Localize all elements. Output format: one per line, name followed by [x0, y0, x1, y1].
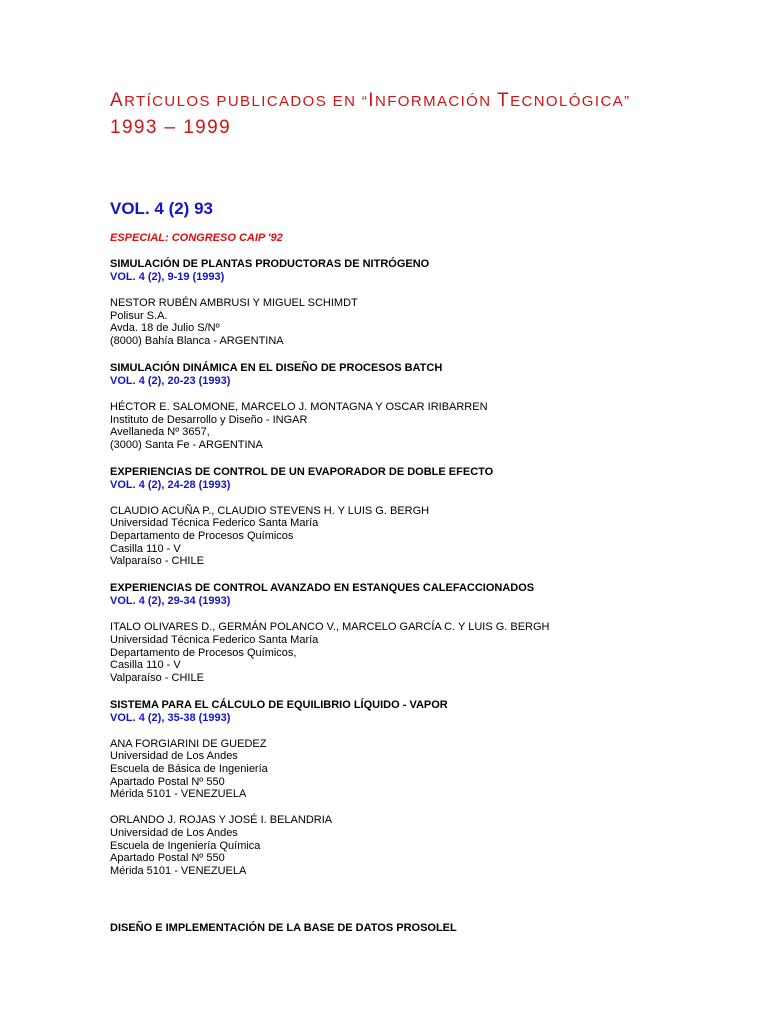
- article-reference: VOL. 4 (2), 20-23 (1993): [110, 374, 231, 387]
- article-entry: [110, 466, 730, 569]
- article-title: SISTEMA PARA EL CÁLCULO DE EQUILIBRIO LÍQUIDO - VAPOR: [110, 698, 448, 711]
- affiliation-line: Avda. 18 de Julio S/Nº: [110, 322, 220, 335]
- article-entry: [110, 258, 730, 348]
- title-part: A: [110, 90, 125, 111]
- affiliation-line: Apartado Postal Nº 550: [110, 852, 225, 865]
- author-affiliation-block: [110, 621, 730, 685]
- affiliation-line: Instituto de Desarrollo y Diseño - INGAR: [110, 413, 308, 426]
- title-part: RTÍCULOS PUBLICADOS EN “: [124, 93, 369, 110]
- affiliation-line: Mérida 5101 - VENEZUELA: [110, 788, 247, 801]
- author-names: HÉCTOR E. SALOMONE, MARCELO J. MONTAGNA Y OSCAR IRIBARREN: [110, 400, 488, 413]
- affiliation-line: Mérida 5101 - VENEZUELA: [110, 864, 247, 877]
- article-title: SIMULACIÓN DE PLANTAS PRODUCTORAS DE NITRÓGENO: [110, 258, 430, 270]
- article-entry: [110, 699, 730, 878]
- article-entry: [110, 582, 730, 685]
- author-affiliation-block: [110, 738, 730, 802]
- author-names: NESTOR RUBÉN AMBRUSI Y MIGUEL SCHIMDT: [110, 297, 358, 309]
- article-title: SIMULACIÓN DINÁMICA EN EL DISEÑO DE PROCESOS BATCH: [110, 361, 443, 374]
- title-line-1: [110, 88, 730, 115]
- affiliation-line: Departamento de Procesos Químicos,: [110, 646, 297, 659]
- affiliation-line: Valparaíso - CHILE: [110, 555, 204, 568]
- article-title: EXPERIENCIAS DE CONTROL AVANZADO EN ESTANQUES CALEFACCIONADOS: [110, 582, 535, 595]
- articles-list: [110, 258, 730, 935]
- author-affiliation-block: [110, 814, 730, 878]
- author-names: CLAUDIO ACUÑA P., CLAUDIO STEVENS H. Y LUIS G. BERGH: [110, 504, 430, 517]
- article-entry: [110, 362, 730, 452]
- author-affiliation-block: [110, 505, 730, 569]
- title-part: NFORMACIÓN: [374, 93, 498, 110]
- affiliation-line: Casilla 110 - V: [110, 542, 181, 555]
- affiliation-line: Valparaíso - CHILE: [110, 671, 204, 684]
- title-line-2: 1993 – 1999: [110, 117, 232, 138]
- article-reference: VOL. 4 (2), 24-28 (1993): [110, 478, 231, 491]
- volume-heading: VOL. 4 (2) 93: [110, 199, 213, 218]
- affiliation-line: Apartado Postal Nº 550: [110, 775, 225, 788]
- affiliation-line: Escuela de Ingeniería Química: [110, 839, 261, 852]
- author-names: ORLANDO J. ROJAS Y JOSÉ I. BELANDRIA: [110, 814, 333, 827]
- author-names: ANA FORGIARINI DE GUEDEZ: [110, 737, 267, 750]
- affiliation-line: Departamento de Procesos Químicos: [110, 530, 294, 543]
- title-part: T: [497, 90, 511, 111]
- affiliation-line: Universidad de Los Andes: [110, 750, 238, 763]
- article-reference: VOL. 4 (2), 9-19 (1993): [110, 271, 225, 283]
- author-affiliation-block: [110, 401, 730, 452]
- affiliation-line: Casilla 110 - V: [110, 659, 181, 672]
- affiliation-line: Polisur S.A.: [110, 309, 168, 322]
- affiliation-line: Universidad de Los Andes: [110, 826, 238, 839]
- affiliation-line: (3000) Santa Fe - ARGENTINA: [110, 438, 263, 451]
- article-title: DISEÑO E IMPLEMENTACIÓN DE LA BASE DE DATOS PROSOLEL: [110, 921, 457, 934]
- special-subheading: ESPECIAL: CONGRESO CAIP '92: [110, 232, 283, 244]
- title-part: I: [368, 90, 375, 111]
- article-reference: VOL. 4 (2), 29-34 (1993): [110, 595, 231, 608]
- author-affiliation-block: [110, 297, 730, 348]
- author-names: ITALO OLIVARES D., GERMÁN POLANCO V., MARCELO GARCÍA C. Y LUIS G. BERGH: [110, 621, 550, 634]
- article-entry: [110, 922, 730, 935]
- document-title: [110, 88, 730, 141]
- title-part: ECNOLÓGICA”: [510, 93, 631, 110]
- article-reference: VOL. 4 (2), 35-38 (1993): [110, 711, 231, 724]
- affiliation-line: (8000) Bahía Blanca - ARGENTINA: [110, 335, 284, 348]
- document-page: [110, 88, 730, 935]
- article-title: EXPERIENCIAS DE CONTROL DE UN EVAPORADOR DE DOBLE EFECTO: [110, 465, 494, 478]
- affiliation-line: Universidad Técnica Federico Santa María: [110, 633, 319, 646]
- affiliation-line: Avellaneda Nº 3657,: [110, 426, 210, 439]
- affiliation-line: Universidad Técnica Federico Santa María: [110, 517, 319, 530]
- affiliation-line: Escuela de Básica de Ingeniería: [110, 763, 268, 776]
